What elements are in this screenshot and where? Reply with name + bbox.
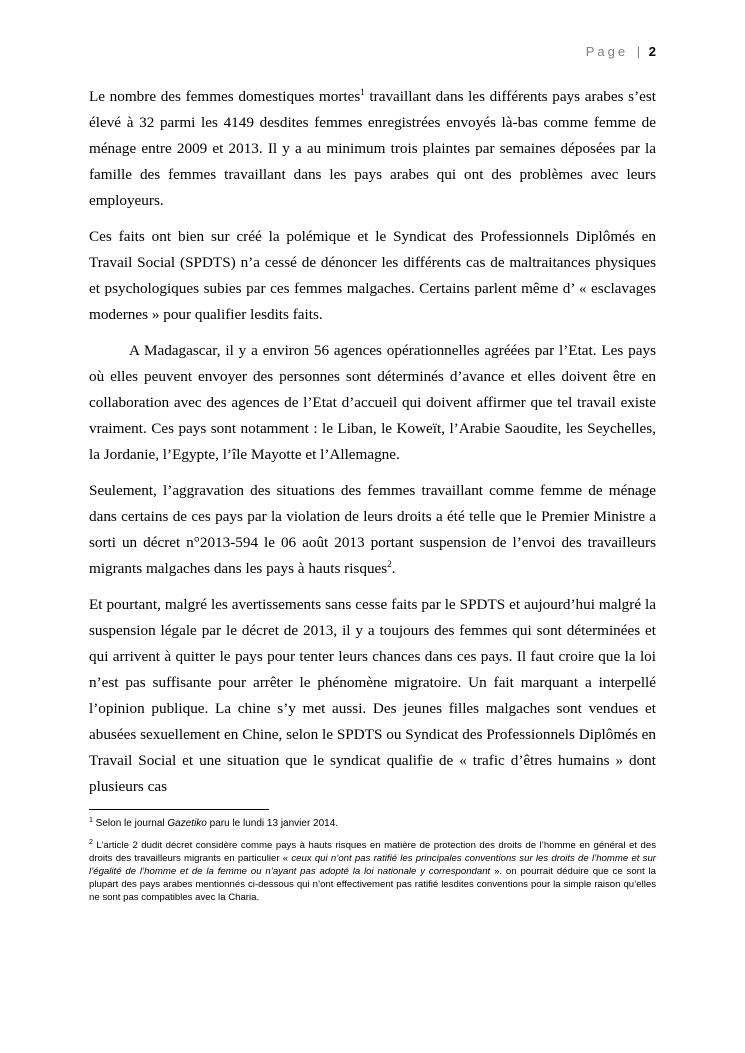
footnote-2-italic: ceux qui n’ont pas ratifié les principales conventions sur les droits de l’homme et sur l’égalité de l’homme et de la femme ou n’ayant pas adopté la loi nationale y correspondant: [89, 853, 656, 877]
footnote-1-mark: 1: [89, 817, 93, 824]
footnote-separator: [89, 809, 269, 810]
footnote-1-italic: Gazetiko: [167, 818, 207, 829]
page-label: Page: [585, 44, 629, 59]
page-number: 2: [648, 44, 656, 59]
footnotes: [89, 817, 656, 913]
paragraph-1: [89, 84, 656, 214]
footnote-2-text-a: L’article 2 dudit décret considère comme pays à hauts risques en matière de protection des droits de l’homme en général et des droits des travailleurs migrants en particulier «: [89, 840, 656, 864]
footnote-ref-1: 1: [360, 87, 365, 97]
page-header: [586, 44, 656, 59]
paragraph-1-text-a: Le nombre des femmes domestiques mortes: [89, 88, 361, 105]
footnote-2-mark: 2: [89, 839, 93, 846]
header-separator: |: [636, 44, 641, 59]
body-text: [89, 84, 656, 810]
paragraph-2: Ces faits ont bien sur créé la polémique et le Syndicat des Professionnels Diplômés en Travail Social (SPDTS) n’a cessé de dénoncer les différents cas de maltraitances physiques et psychologiques subies par ces femmes malgaches. Certains parlent même d’ « esclavages modernes » pour qualifier lesdits faits.: [89, 228, 656, 323]
paragraph-3: A Madagascar, il y a environ 56 agences opérationnelles agréées par l’Etat. Les pays où elles peuvent envoyer des personnes sont déterminés d’avance et elles doivent être en collaboration avec des agences de l’Etat d’accueil qui doivent affirmer que tel travail existe vraiment. Ces pays sont notamment : le Liban, le Koweït, l’Arabie Saoudite, les Seychelles, la Jordanie, l’Egypte, l’île Mayotte et l’Allemagne.: [89, 342, 656, 463]
footnote-2: [89, 839, 656, 904]
footnote-1: [89, 817, 656, 830]
footnote-1-text-b: paru le lundi 13 janvier 2014.: [206, 818, 339, 829]
footnote-1-text-a: Selon le journal: [92, 818, 168, 829]
paragraph-4-text-b: .: [391, 560, 396, 577]
paragraph-4: [89, 478, 656, 582]
footnote-ref-2: 2: [387, 559, 392, 569]
paragraph-1-text-b: travaillant dans les différents pays arabes s’est élevé à 32 parmi les 4149 desdites femmes enregistrées envoyés là-bas comme femme de ménage entre 2009 et 2013. Il y a au minimum trois plaintes par semaines déposées par la famille des femmes travaillant dans les pays arabes qui ont des problèmes avec leurs employeurs.: [89, 88, 657, 209]
footnote-2-text-b: ». on pourrait déduire que ce sont la plupart des pays arabes mentionnés ci-dessous qui n’ont effectivement pas ratifié lesdites conventions pour la simple raison qu’elles ne sont pas compatibles avec la Charia.: [89, 866, 656, 903]
paragraph-5: Et pourtant, malgré les avertissements sans cesse faits par le SPDTS et aujourd’hui malgré la suspension légale par le décret de 2013, il y a toujours des femmes qui sont déterminées et qui arrivent à quitter le pays pour tenter leurs chances dans ces pays. Il faut croire que la loi n’est pas suffisante pour arrêter le phénomène migratoire. Un fait marquant a interpellé l’opinion publique. La chine s’y met aussi. Des jeunes filles malgaches sont vendues et abusées sexuellement en Chine, selon le SPDTS ou Syndicat des Professionnels Diplômés en Travail Social et une situation que le syndicat qualifie de « trafic d’êtres humains » dont plusieurs cas: [89, 596, 656, 795]
paragraph-4-text-a: Seulement, l’aggravation des situations des femmes travaillant comme femme de ménage dans certains de ces pays par la violation de leurs droits a été telle que le Premier Ministre a sorti un décret n°2013-594 le 06 août 2013 portant suspension de l’envoi des travailleurs migrants malgaches dans les pays à hauts risques: [89, 482, 656, 577]
